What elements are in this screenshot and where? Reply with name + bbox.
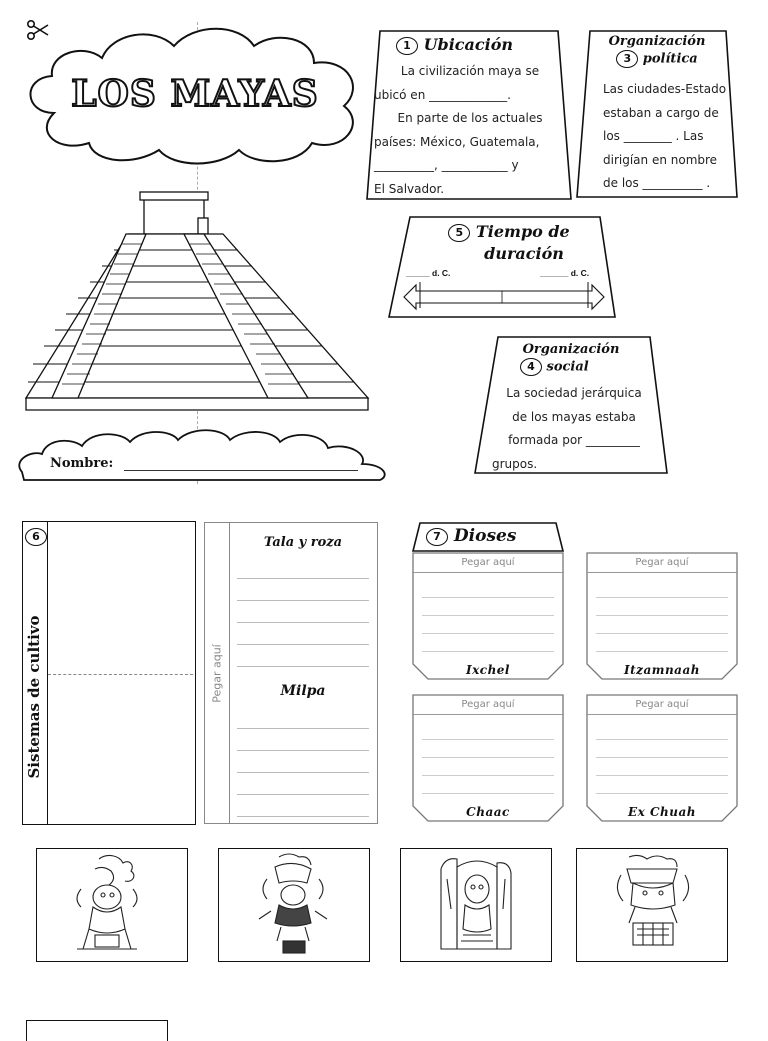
ubicacion-line-3: En parte de los actuales	[397, 111, 543, 125]
nombre-label: Nombre:	[50, 456, 114, 471]
tiempo-card	[388, 216, 616, 318]
god-name-ex-chuah: Ex Chuah	[628, 805, 696, 819]
politica-line-3: los ________ . Las	[603, 129, 704, 143]
cultivo-pegar-label: Pegar aquí	[210, 644, 224, 703]
ubicacion-card	[366, 30, 572, 200]
social-line-1: La sociedad jerárquica	[506, 386, 642, 400]
page-title: LOS MAYAS	[71, 73, 319, 115]
god-card-lines	[412, 580, 564, 652]
tala-title: Tala y roza	[263, 535, 343, 550]
mayan-deity-figure	[219, 849, 369, 961]
tiempo-right-label: ______ d. C.	[540, 268, 590, 278]
ubicacion-line-2: ubicó en _____________.	[374, 87, 511, 102]
god-card-chaac[interactable]	[412, 694, 564, 822]
milpa-lines[interactable]	[237, 707, 369, 817]
ubicacion-line-4: países: México, Guatemala,	[374, 134, 540, 149]
deity-image-4[interactable]	[576, 848, 728, 962]
god-card-divider	[412, 714, 564, 715]
mayan-deity-figure	[37, 849, 187, 961]
deity-image-1[interactable]	[36, 848, 188, 962]
politica-card	[576, 30, 738, 198]
name-cloud	[12, 420, 392, 482]
god-card-pegar: Pegar aquí	[461, 699, 515, 710]
mayan-deity-figure	[577, 849, 727, 961]
god-card-itzamnaah[interactable]	[586, 552, 738, 680]
god-card-ixchel[interactable]	[412, 552, 564, 680]
timeline-arrow	[402, 282, 606, 312]
nombre-blank-line[interactable]	[124, 470, 358, 471]
section-number-1: 1	[396, 37, 418, 55]
ubicacion-line-1: La civilización maya se	[400, 64, 540, 78]
god-card-lines	[412, 722, 564, 794]
milpa-title: Milpa	[280, 683, 326, 699]
section-number-6: 6	[25, 528, 47, 546]
ubicacion-line-6: El Salvador.	[374, 181, 445, 196]
god-name-itzamnaah: Itzamnaah	[624, 663, 700, 677]
god-name-chaac: Chaac	[466, 805, 510, 819]
god-card-pegar: Pegar aquí	[635, 699, 689, 710]
social-title-2: social	[546, 359, 589, 375]
title-cloud	[14, 18, 374, 168]
social-line-3: formada por _________	[508, 433, 640, 447]
cultivo-pegar-panel	[204, 522, 378, 824]
politica-title-2: política	[642, 51, 698, 67]
deity-image-2[interactable]	[218, 848, 370, 962]
cultivo-panel	[22, 521, 196, 825]
mayan-deity-figure	[401, 849, 551, 961]
ubicacion-heading	[396, 35, 513, 55]
section-number-4: 4	[520, 358, 542, 376]
tiempo-title-2: duración	[484, 244, 564, 263]
cultivo-fold-line	[48, 674, 193, 675]
tiempo-left-label: _____ d. C.	[406, 268, 451, 278]
deity-image-3[interactable]	[400, 848, 552, 962]
social-line-2: de los mayas estaba	[512, 409, 636, 424]
politica-title-1: Organización	[608, 34, 706, 49]
ubicacion-line-5: __________, ___________ y	[374, 158, 519, 172]
section-number-7: 7	[426, 528, 448, 546]
social-line-4: grupos.	[492, 456, 538, 471]
politica-text	[603, 78, 727, 196]
ubicacion-title: Ubicación	[423, 35, 514, 54]
politica-heading-2	[576, 50, 738, 68]
politica-line-4: dirigían en nombre	[603, 152, 718, 167]
social-card	[474, 336, 668, 474]
politica-line-1: Las ciudades-Estado	[603, 82, 727, 96]
god-card-pegar: Pegar aquí	[461, 557, 515, 568]
dioses-tab	[412, 522, 564, 552]
god-card-divider	[586, 714, 738, 715]
cloud-name-shape	[12, 420, 392, 482]
dioses-title: Dioses	[453, 526, 517, 546]
cultivo-title: Sistemas de cultivo	[25, 615, 43, 779]
cultivo-number	[25, 526, 47, 546]
social-title-1: Organización	[522, 342, 620, 357]
section-number-5: 5	[448, 224, 470, 242]
politica-line-2: estaban a cargo de	[603, 105, 719, 120]
pyramid-illustration	[18, 188, 378, 425]
god-card-pegar: Pegar aquí	[635, 557, 689, 568]
bottom-label-box	[26, 1020, 168, 1041]
god-card-ex-chuah[interactable]	[586, 694, 738, 822]
tiempo-heading-1	[424, 222, 594, 242]
tiempo-title-1: Tiempo de	[475, 222, 570, 241]
section-number-3: 3	[616, 50, 638, 68]
social-heading-2	[520, 358, 660, 376]
ubicacion-text	[374, 60, 566, 201]
social-text	[492, 382, 656, 476]
god-card-divider	[412, 572, 564, 573]
politica-line-5: de los __________ .	[603, 176, 711, 190]
dioses-heading	[426, 526, 516, 546]
god-card-lines	[586, 722, 738, 794]
god-card-lines	[586, 580, 738, 652]
god-name-ixchel: Ixchel	[466, 663, 510, 677]
god-card-divider	[586, 572, 738, 573]
tala-lines[interactable]	[237, 557, 369, 667]
